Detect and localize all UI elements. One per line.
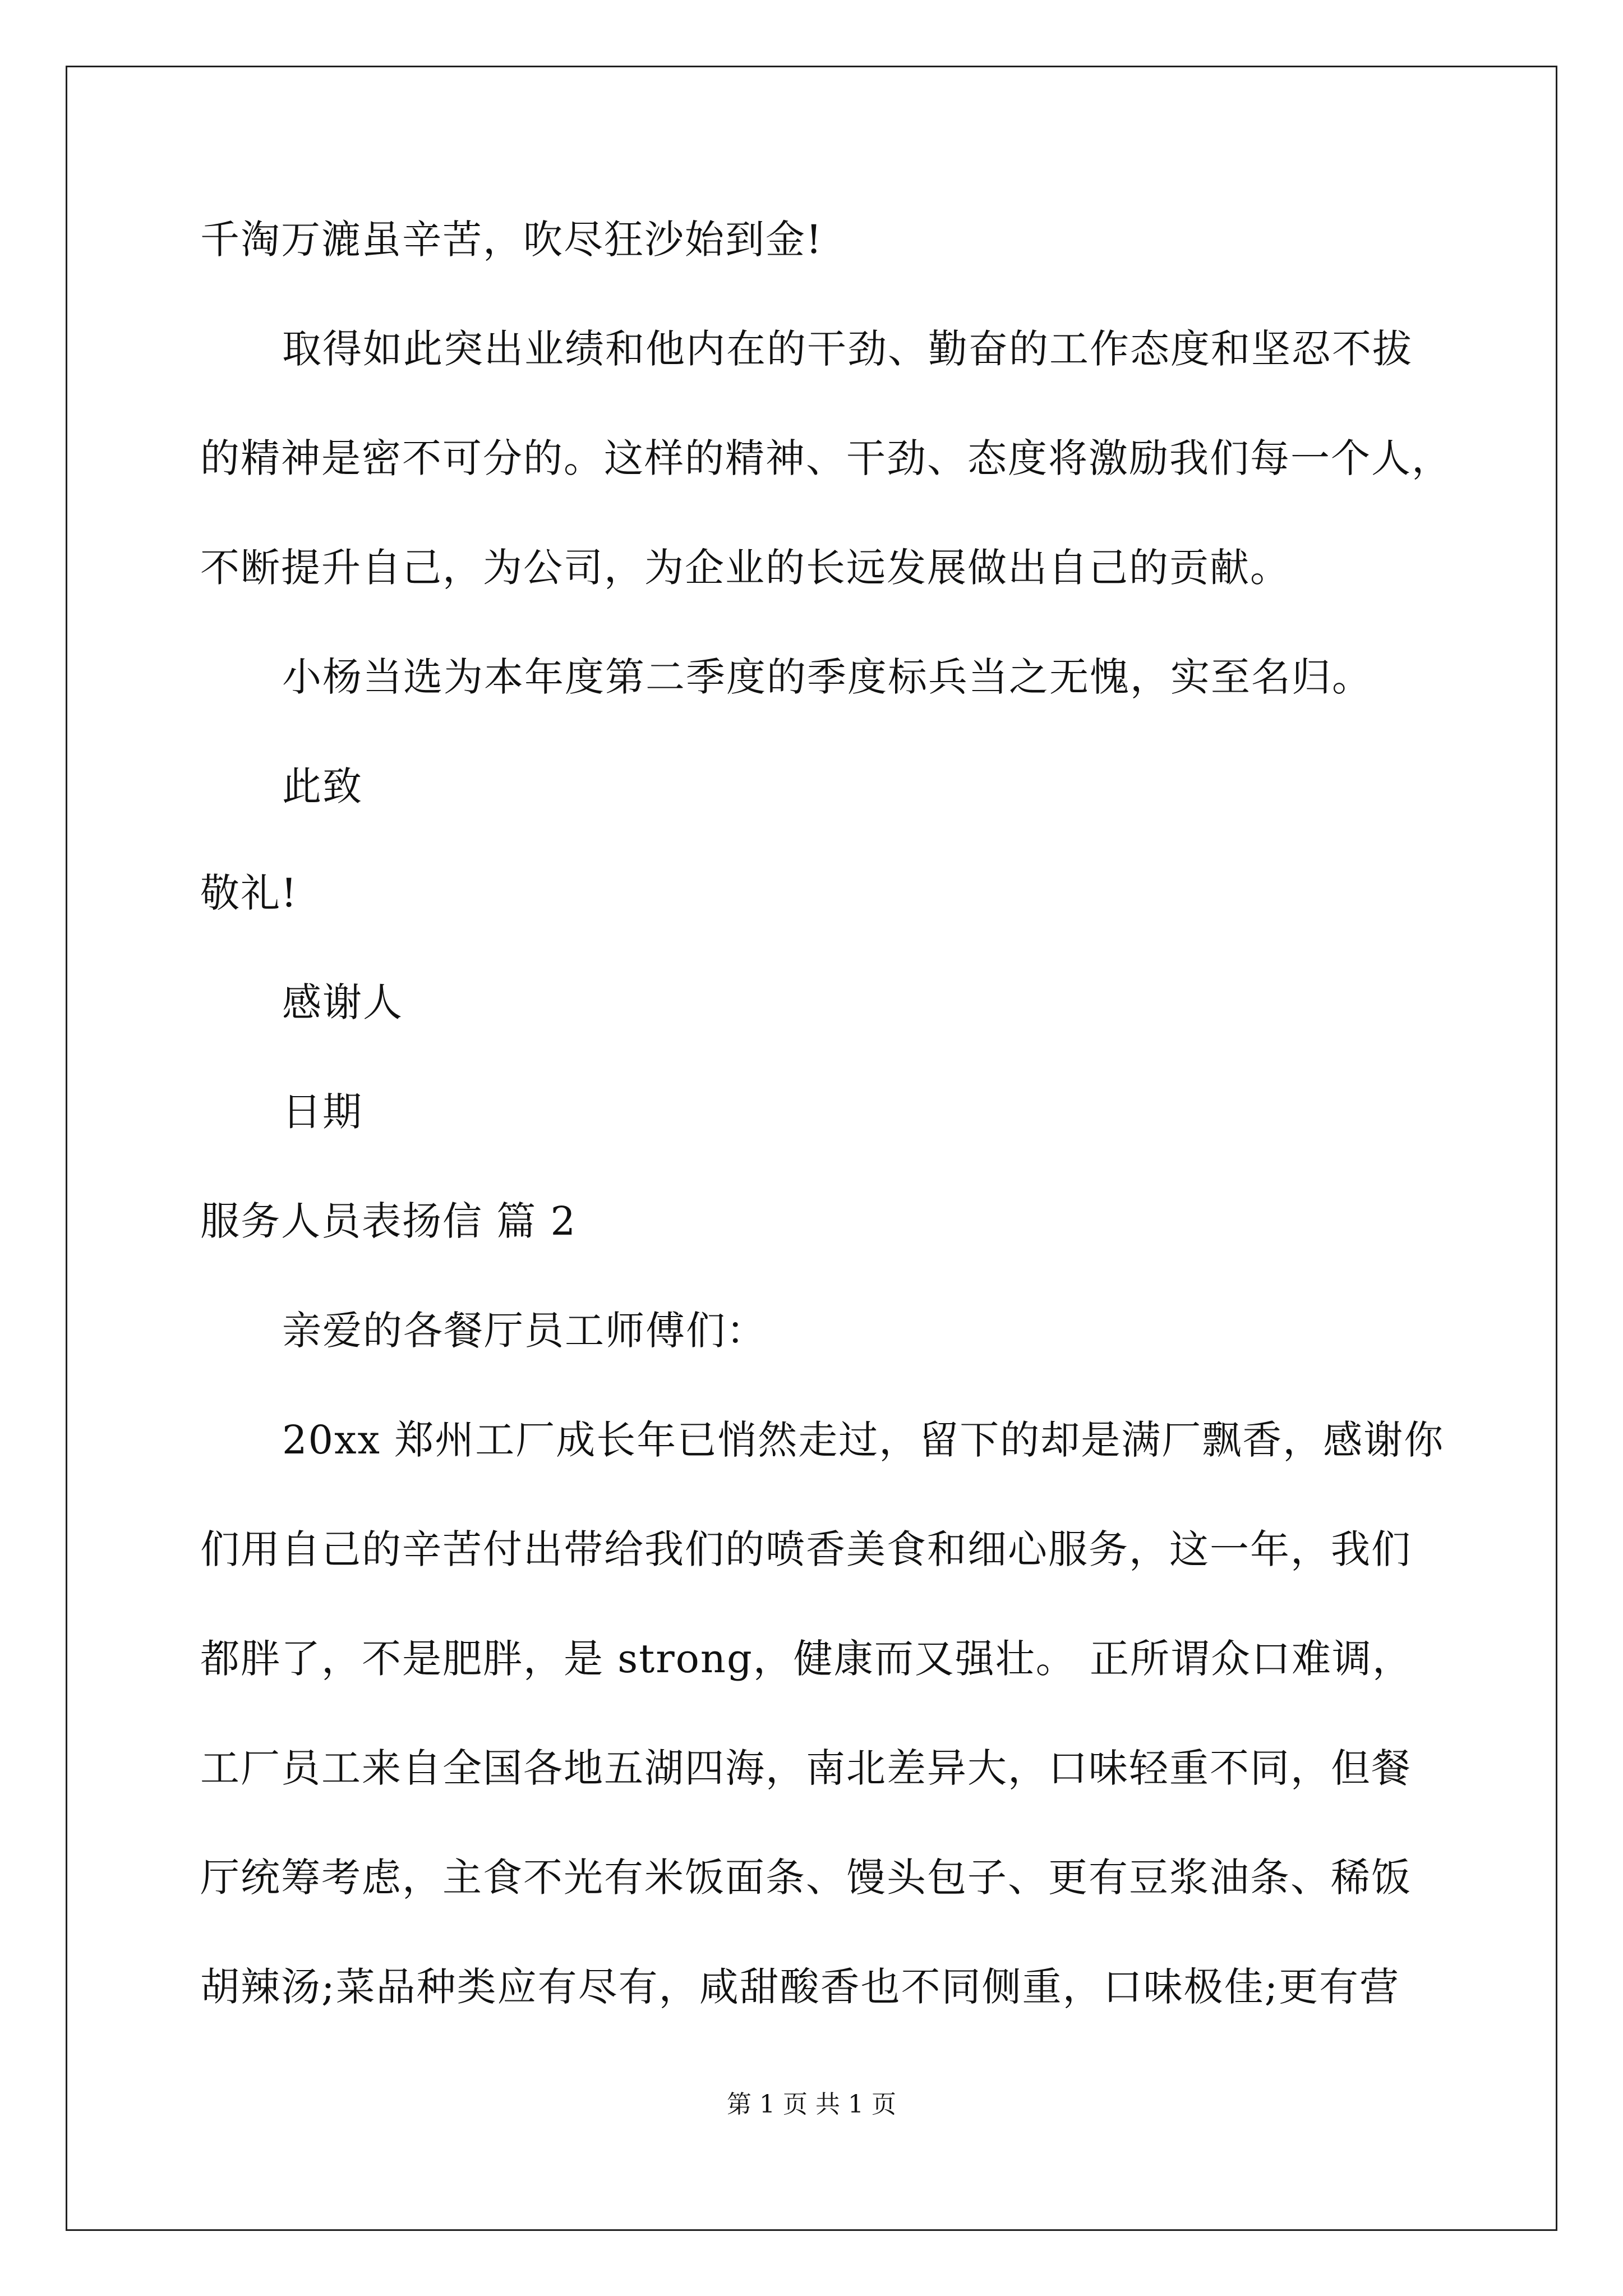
text-line: 们用自己的辛苦付出带给我们的喷香美食和细心服务，这一年，我们 xyxy=(200,1526,1412,1572)
paragraph-line: 20xx 郑州工厂成长年已悄然走过，留下的却是满厂飘香，感谢你 xyxy=(282,1417,1445,1463)
salutation-line: 敬礼! xyxy=(200,870,298,916)
text-line: 胡辣汤;菜品种类应有尽有，咸甜酸香也不同侧重，口味极佳;更有营 xyxy=(200,1964,1400,2010)
page-number: 第 1 页 共 1 页 xyxy=(727,2090,896,2119)
date-line: 日期 xyxy=(282,1089,363,1135)
closing-line: 此致 xyxy=(282,763,363,809)
text-line: 的精神是密不可分的。这样的精神、干劲、态度将激励我们每一个人， xyxy=(200,435,1452,481)
text-line: 厅统筹考虑，主食不光有米饭面条、馒头包子、更有豆浆油条、稀饭 xyxy=(200,1855,1412,1901)
text-line: 工厂员工来自全国各地五湖四海，南北差异大，口味轻重不同，但餐 xyxy=(200,1745,1412,1791)
section-heading: 服务人员表扬信 篇 2 xyxy=(200,1198,577,1244)
text-line: 都胖了，不是肥胖，是 strong，健康而又强壮。 正所谓众口难调， xyxy=(200,1636,1413,1682)
paragraph-line: 小杨当选为本年度第二季度的季度标兵当之无愧，实至名归。 xyxy=(282,654,1372,700)
greeting-line: 亲爱的各餐厅员工师傅们： xyxy=(282,1308,767,1354)
text-line: 千淘万漉虽辛苦，吹尽狂沙始到金! xyxy=(200,217,823,263)
paragraph-line: 取得如此突出业绩和他内在的干劲、勤奋的工作态度和坚忍不拔 xyxy=(282,326,1413,372)
signature-line: 感谢人 xyxy=(282,979,403,1025)
text-line: 不断提升自己，为公司，为企业的长远发展做出自己的贡献。 xyxy=(200,545,1290,591)
